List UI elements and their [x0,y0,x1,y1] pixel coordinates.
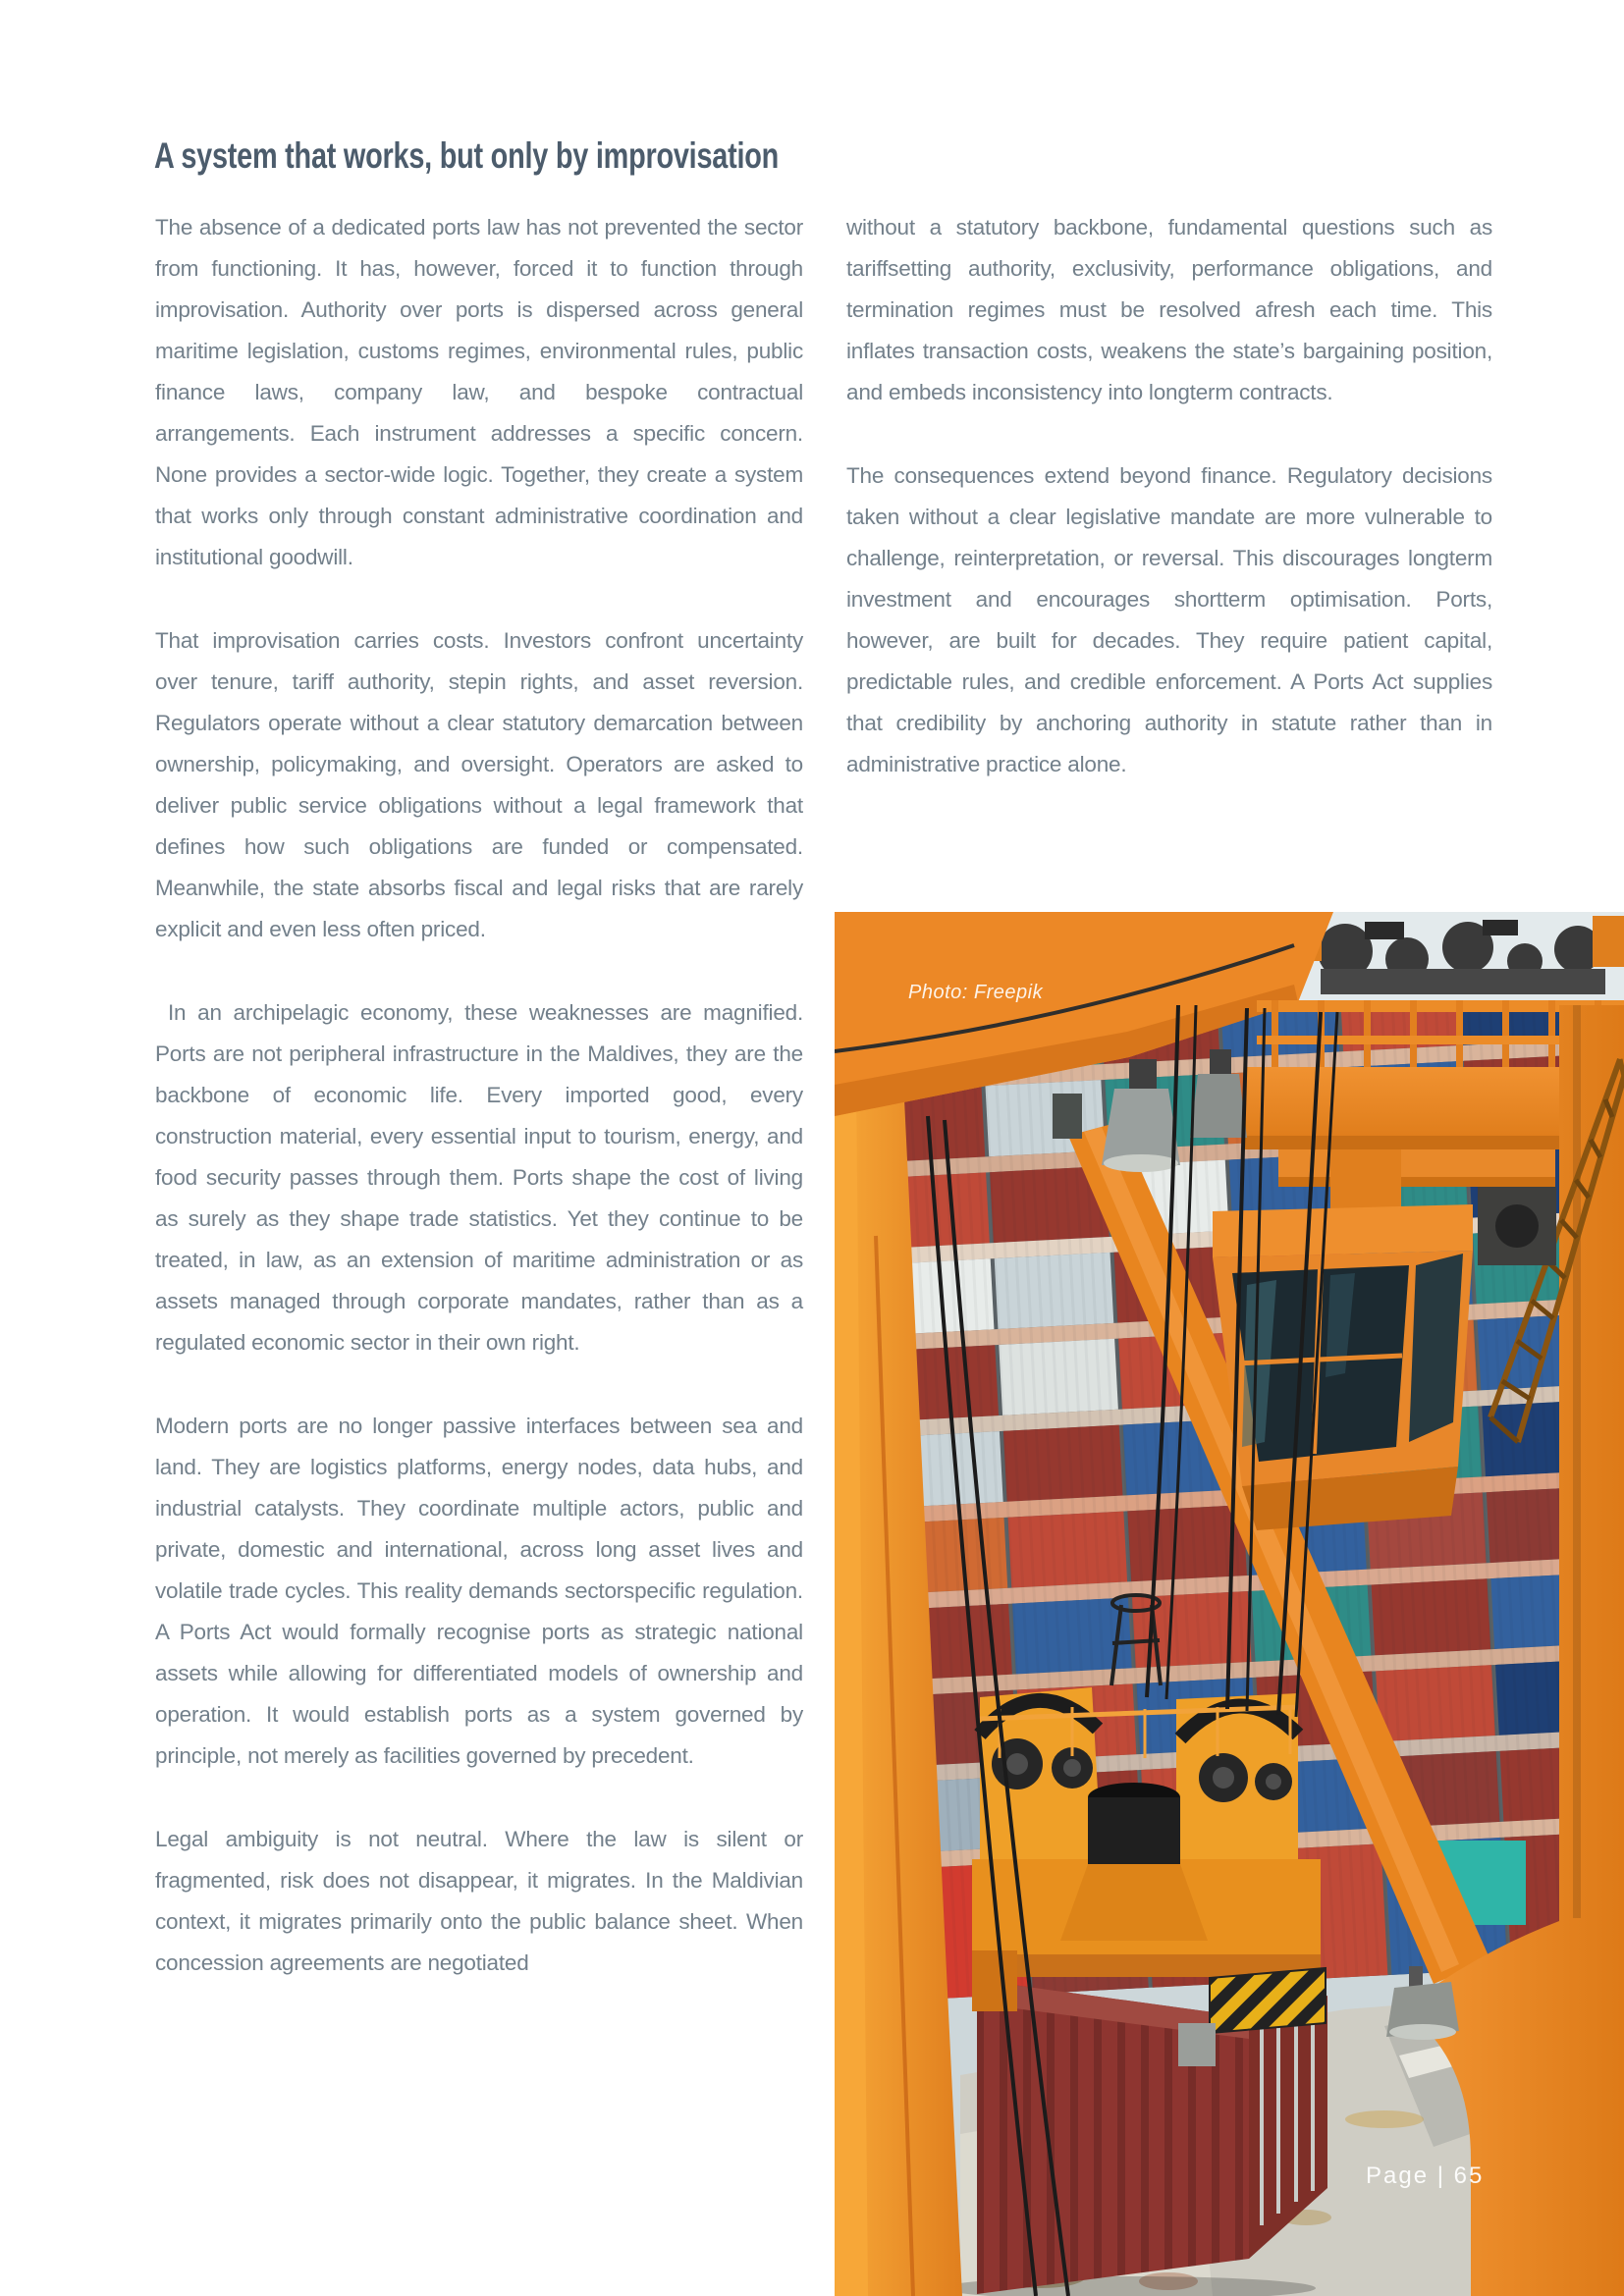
paragraph: That improvisation carries costs. Investors confront uncertainty over tenure, tariff authority, stepin rights, and asset reversion. Regulators operate without a clear statutory demarcation between ownership, policymaking, and oversight. Operators are asked to deliver public service obligations without a legal framework that defines how such obligations are funded or compensated. Meanwhile, the state absorbs fiscal and legal risks that are rarely explicit and even less often priced. [155,628,803,941]
paragraph: The absence of a dedicated ports law has not prevented the sector from functioning. It has, however, forced it to function through improvisation. Authority over ports is dispersed across general maritime legislation, customs regimes, environmental rules, public finance laws, company law, and bespoke contractual arrangements. Each instrument addresses a specific concern. None provides a sector-wide logic. Together, they create a system that works only through constant administrative coordination and institutional goodwill. [155,215,803,569]
port-crane-photo [835,912,1624,2296]
port-crane-illustration [835,912,1624,2296]
paragraph: The consequences extend beyond finance. Regulatory decisions taken without a clear legislative mandate are more vulnerable to challenge, reinterpretation, or reversal. This discourages longterm investment and encourages shortterm optimisation. Ports, however, are built for decades. They require patient capital, predictable rules, and credible enforcement. A Ports Act supplies that credibility by anchoring authority in statute rather than in administrative practice alone. [846,463,1492,776]
page-number: Page | 65 [1366,2163,1485,2189]
left-text-column [155,207,803,2026]
section-heading: A system that works, but only by improvisation [154,135,780,176]
paragraph: In an archipelagic economy, these weaknesses are magnified. Ports are not peripheral infrastructure in the Maldives, they are the backbone of economic life. Every imported good, every construction material, every essential input to tourism, energy, and food security passes through them. Ports shape the cost of living as surely as they shape trade statistics. Yet they continue to be treated, in law, as an extension of maritime administration or as assets managed through corporate mandates, rather than as a regulated economic sector in their own right. [155,1000,803,1355]
photo-caption: Photo: Freepik [908,982,1044,1003]
paragraph: Legal ambiguity is not neutral. Where the law is silent or fragmented, risk does not disappear, it migrates. In the Maldivian context, it migrates primarily onto the public balance sheet. When concession agreements are negotiated [155,1827,803,1975]
paragraph: without a statutory backbone, fundamental questions such as tariffsetting authority, exclusivity, performance obligations, and termination regimes must be resolved afresh each time. This inflates transaction costs, weakens the state’s bargaining position, and embeds inconsistency into longterm contracts. [846,215,1492,404]
paragraph: Modern ports are no longer passive interfaces between sea and land. They are logistics platforms, energy nodes, data hubs, and industrial catalysts. They coordinate multiple actors, public and private, domestic and international, across long asset lives and volatile trade cycles. This reality demands sectorspecific regulation. A Ports Act would formally recognise ports as strategic national assets while allowing for differentiated models of ownership and operation. It would establish ports as a system governed by principle, not merely as facilities governed by precedent. [155,1414,803,1768]
right-text-column [846,207,1492,828]
